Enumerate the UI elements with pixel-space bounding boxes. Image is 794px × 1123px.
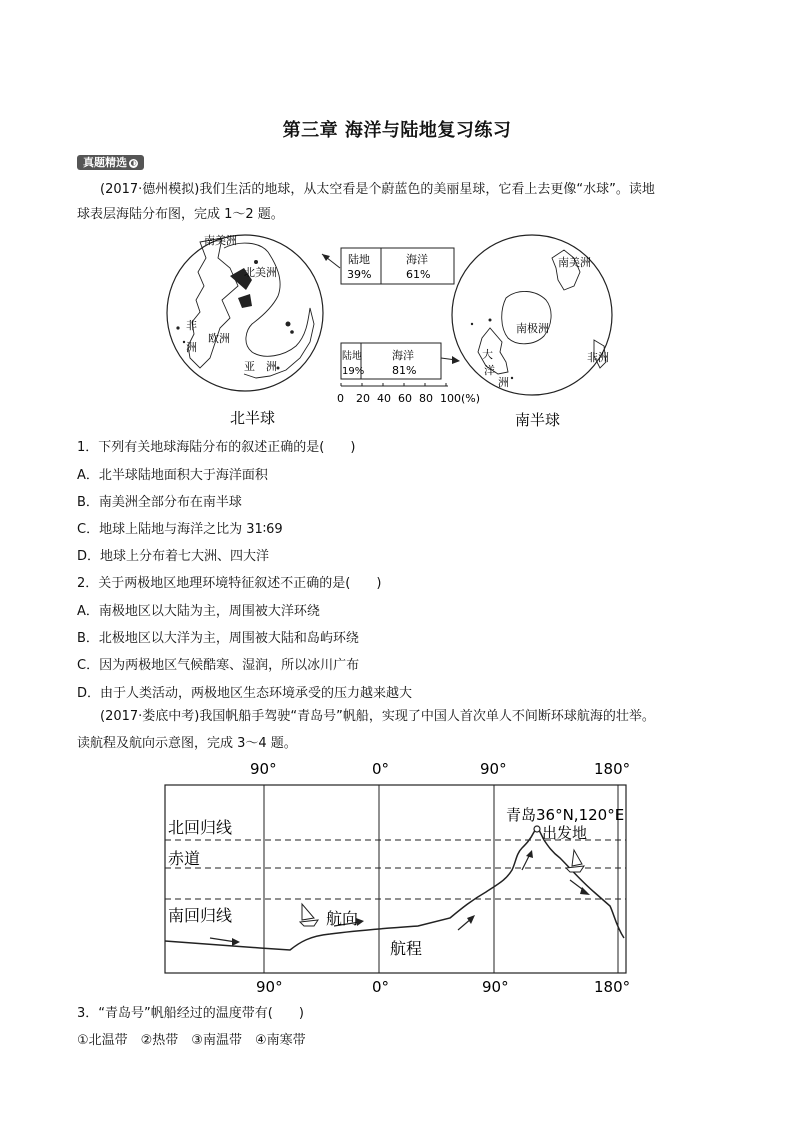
south-label-africa: 非洲 (587, 351, 609, 364)
scale-tick-40: 40 (377, 392, 391, 405)
north-label-asia-1: 亚 (244, 360, 255, 373)
north-arrow-head (322, 254, 330, 261)
scale-tick-80: 80 (419, 392, 433, 405)
q3-options: ①北温带 ②热带 ③南温带 ④南寒带 (77, 1033, 306, 1048)
north-label-asia-2: 洲 (266, 360, 277, 373)
north-land-label: 陆地 (348, 253, 370, 266)
top-tick-180: 180° (594, 760, 631, 778)
north-label-south-america: 南美洲 (204, 234, 237, 247)
heading-label: 航向 (326, 909, 359, 928)
north-sea-pct: 61% (406, 268, 431, 281)
north-caption: 北半球 (230, 409, 276, 427)
top-tick-90w: 90° (250, 760, 277, 778)
north-label-africa-2: 洲 (186, 341, 197, 354)
origin-label: 青岛36°N,120°E (506, 806, 625, 824)
percent-scale (337, 383, 480, 405)
south-label-antarctica: 南极洲 (516, 322, 549, 335)
q1-option-b: B．南美洲全部分布在南半球 (77, 495, 242, 510)
bottom-tick-0: 0° (372, 978, 390, 996)
south-label-oceania-2: 洋 (484, 364, 495, 377)
north-sea-label: 海洋 (406, 253, 428, 266)
route-map (150, 758, 650, 998)
q2-option-a: A．南极地区以大陆为主，周围被大洋环绕 (77, 604, 320, 619)
intro-2-line-2: 读航程及航向示意图，完成 3～4 题。 (77, 736, 297, 751)
south-label-oceania-3: 洲 (498, 376, 509, 389)
page-title: 第三章 海洋与陆地复习练习 (282, 120, 512, 141)
scale-tick-20: 20 (356, 392, 370, 405)
south-sea-pct: 81% (392, 364, 417, 377)
north-land-pct: 39% (347, 268, 372, 281)
section-badge (77, 155, 144, 170)
north-label-africa-1: 非 (186, 319, 197, 332)
label-tropic-of-cancer: 北回归线 (168, 818, 233, 837)
origin-sub-label: 出发地 (542, 824, 588, 842)
top-tick-90e: 90° (480, 760, 507, 778)
intro-1-line-1: (2017·德州模拟)我们生活的地球，从太空看是个蔚蓝色的美丽星球，它看上去更像“水球”。读地 (100, 182, 655, 197)
north-proportion-box (341, 248, 454, 284)
q1-option-c: C．地球上陆地与海洋之比为 31∶69 (77, 522, 283, 537)
north-hemisphere (167, 234, 323, 427)
north-label-north-america: 北美洲 (244, 266, 277, 279)
south-land-label: 陆地 (342, 351, 362, 362)
q2-option-c: C．因为两极地区气候酷寒、湿润，所以冰川广布 (77, 658, 360, 673)
q2-stem: 2．关于两极地区地理环境特征叙述不正确的是( ) (77, 576, 382, 591)
south-label-south-america: 南美洲 (558, 256, 591, 269)
scale-tick-100: 100(%) (440, 392, 481, 405)
q1-option-d: D．地球上分布着七大洲、四大洋 (77, 549, 270, 564)
south-arrow-head (452, 356, 460, 364)
south-sea-label: 海洋 (392, 349, 414, 362)
bottom-tick-90w: 90° (256, 978, 283, 996)
scale-tick-60: 60 (398, 392, 412, 405)
bottom-tick-90e: 90° (482, 978, 509, 996)
hemisphere-map (160, 228, 640, 433)
intro-2-line-1: (2017·娄底中考)我国帆船手驾驶“青岛号”帆船，实现了中国人首次单人不间断环球航海的壮举。 (100, 709, 655, 724)
q2-option-b: B．北极地区以大洋为主，周围被大陆和岛屿环绕 (77, 631, 359, 646)
q3-stem: 3．“青岛号”帆船经过的温度带有( ) (77, 1006, 304, 1021)
section-badge-label: 真题精选 (83, 156, 127, 169)
south-caption: 南半球 (515, 411, 561, 429)
south-land-pct: 19% (342, 366, 365, 377)
label-tropic-of-capricorn: 南回归线 (168, 906, 233, 925)
q1-stem: 1．下列有关地球海陆分布的叙述正确的是( ) (77, 440, 356, 455)
label-equator: 赤道 (168, 849, 201, 868)
south-label-oceania-1: 大 (482, 348, 493, 361)
north-label-europe: 欧洲 (208, 332, 230, 345)
origin-point (534, 826, 540, 832)
top-tick-0: 0° (372, 760, 390, 778)
q2-option-d: D．由于人类活动，两极地区生态环境承受的压力越来越大 (77, 686, 413, 701)
q1-option-a: A．北半球陆地面积大于海洋面积 (77, 468, 268, 483)
intro-1-line-2: 球表层海陆分布图，完成 1～2 题。 (77, 207, 284, 222)
south-proportion-box (341, 343, 441, 379)
route-label: 航程 (390, 939, 423, 958)
badge-circle-icon: ◐ (130, 158, 137, 167)
bottom-tick-180: 180° (594, 978, 631, 996)
scale-tick-0: 0 (337, 392, 344, 405)
